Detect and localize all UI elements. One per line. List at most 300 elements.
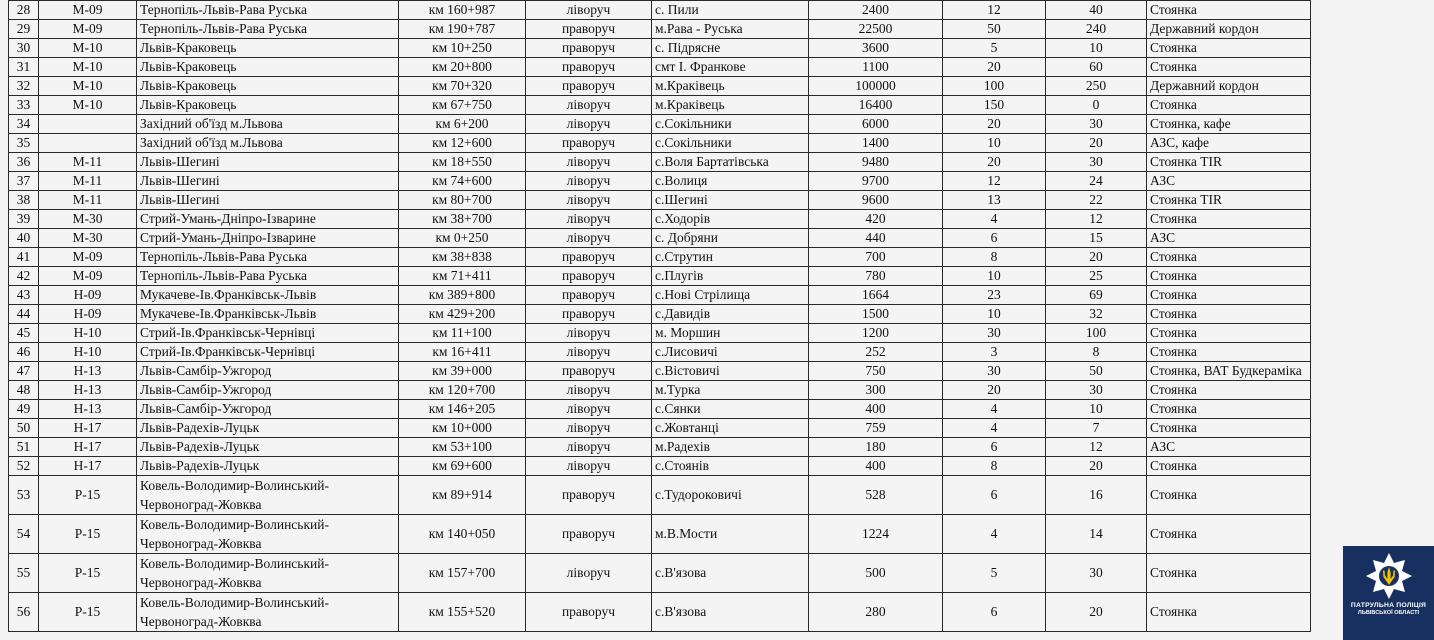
km-marker-cell: км 39+000 [399,362,526,381]
km-marker-cell: км 38+838 [399,248,526,267]
traffic-count-cell: 420 [809,210,943,229]
row-number-cell: 48 [9,381,39,400]
row-number-cell: 37 [9,172,39,191]
parking-value-b-cell: 240 [1046,20,1147,39]
parking-locations-table [8,0,1311,632]
side-cell: ліворуч [526,229,652,248]
settlement-cell: с.Тудороковичі [652,476,809,515]
parking-value-a-cell: 20 [943,58,1046,77]
road-name-cell: Львів-Самбір-Ужгород [137,362,399,381]
table-row [9,438,1311,457]
parking-value-b-cell: 30 [1046,115,1147,134]
side-cell: ліворуч [526,554,652,593]
settlement-cell: с. Пили [652,1,809,20]
km-marker-cell: км 389+800 [399,286,526,305]
notes-cell: Стоянка [1147,381,1311,400]
table-row [9,593,1311,632]
table-row [9,77,1311,96]
road-code-cell: М-10 [39,96,137,115]
parking-value-b-cell: 20 [1046,248,1147,267]
side-cell: праворуч [526,248,652,267]
parking-value-b-cell: 30 [1046,153,1147,172]
table-row [9,286,1311,305]
parking-value-a-cell: 3 [943,343,1046,362]
parking-value-a-cell: 8 [943,248,1046,267]
row-number-cell: 33 [9,96,39,115]
traffic-count-cell: 700 [809,248,943,267]
settlement-cell: м.Рава - Руська [652,20,809,39]
traffic-count-cell: 9480 [809,153,943,172]
settlement-cell: с.Волиця [652,172,809,191]
road-name-cell: Західний об'їзд м.Львова [137,115,399,134]
settlement-cell: с.Лисовичі [652,343,809,362]
notes-cell: Стоянка, ВАТ Будкераміка [1147,362,1311,381]
parking-value-b-cell: 8 [1046,343,1147,362]
settlement-cell: с.Жовтанці [652,419,809,438]
road-name-cell: Львів-Радехів-Луцьк [137,457,399,476]
road-code-cell: Н-09 [39,286,137,305]
road-code-cell: Н-17 [39,457,137,476]
parking-value-a-cell: 23 [943,286,1046,305]
road-code-cell: Н-13 [39,362,137,381]
notes-cell: Стоянка TIR [1147,153,1311,172]
notes-cell: Стоянка [1147,324,1311,343]
road-name-cell: Ковель-Володимир-Волинський-Червоноград-Жовква [137,515,399,554]
road-code-cell [39,134,137,153]
road-code-cell: Н-10 [39,324,137,343]
traffic-count-cell: 2400 [809,1,943,20]
settlement-cell: м. Моршин [652,324,809,343]
traffic-count-cell: 16400 [809,96,943,115]
traffic-count-cell: 500 [809,554,943,593]
road-code-cell: М-09 [39,267,137,286]
km-marker-cell: км 20+800 [399,58,526,77]
side-cell: ліворуч [526,210,652,229]
traffic-count-cell: 3600 [809,39,943,58]
side-cell: праворуч [526,20,652,39]
table-row [9,324,1311,343]
notes-cell: Стоянка [1147,39,1311,58]
road-name-cell: Мукачеве-Ів.Франківськ-Львів [137,286,399,305]
km-marker-cell: км 53+100 [399,438,526,457]
notes-cell: Стоянка TIR [1147,191,1311,210]
row-number-cell: 30 [9,39,39,58]
parking-value-a-cell: 20 [943,381,1046,400]
road-code-cell: М-30 [39,229,137,248]
parking-value-a-cell: 100 [943,77,1046,96]
logo-title: ПАТРУЛЬНА ПОЛІЦІЯ [1350,602,1427,609]
notes-cell: Стоянка [1147,96,1311,115]
table-row [9,153,1311,172]
table-row [9,457,1311,476]
logo-subtitle: ЛЬВІВСЬКОЇ ОБЛАСТІ [1357,610,1420,616]
parking-value-a-cell: 6 [943,438,1046,457]
traffic-count-cell: 440 [809,229,943,248]
side-cell: праворуч [526,362,652,381]
parking-value-b-cell: 100 [1046,324,1147,343]
settlement-cell: с.Сокільники [652,134,809,153]
parking-value-a-cell: 50 [943,20,1046,39]
traffic-count-cell: 400 [809,457,943,476]
side-cell: ліворуч [526,191,652,210]
km-marker-cell: км 140+050 [399,515,526,554]
row-number-cell: 47 [9,362,39,381]
side-cell: ліворуч [526,153,652,172]
road-name-cell: Мукачеве-Ів.Франківськ-Львів [137,305,399,324]
road-code-cell: Н-09 [39,305,137,324]
side-cell: ліворуч [526,457,652,476]
road-name-cell: Ковель-Володимир-Волинський-Червоноград-Жовква [137,593,399,632]
row-number-cell: 43 [9,286,39,305]
settlement-cell: с.Нові Стрілища [652,286,809,305]
parking-value-b-cell: 10 [1046,400,1147,419]
km-marker-cell: км 89+914 [399,476,526,515]
traffic-count-cell: 780 [809,267,943,286]
km-marker-cell: км 69+600 [399,457,526,476]
km-marker-cell: км 6+200 [399,115,526,134]
road-name-cell: Тернопіль-Львів-Рава Руська [137,267,399,286]
parking-value-a-cell: 5 [943,554,1046,593]
parking-value-b-cell: 60 [1046,58,1147,77]
settlement-cell: смт І. Франкове [652,58,809,77]
notes-cell: Стоянка [1147,305,1311,324]
notes-cell: Стоянка [1147,58,1311,77]
road-code-cell: М-30 [39,210,137,229]
table-row [9,362,1311,381]
notes-cell: Стоянка [1147,267,1311,286]
parking-value-a-cell: 8 [943,457,1046,476]
km-marker-cell: км 429+200 [399,305,526,324]
notes-cell: Державний кордон [1147,77,1311,96]
row-number-cell: 52 [9,457,39,476]
side-cell: ліворуч [526,438,652,457]
notes-cell: Стоянка [1147,593,1311,632]
road-code-cell: М-11 [39,191,137,210]
km-marker-cell: км 18+550 [399,153,526,172]
road-code-cell [39,115,137,134]
settlement-cell: м.В.Мости [652,515,809,554]
traffic-count-cell: 1224 [809,515,943,554]
km-marker-cell: км 16+411 [399,343,526,362]
table-row [9,210,1311,229]
road-name-cell: Львів-Шегині [137,191,399,210]
traffic-count-cell: 1200 [809,324,943,343]
notes-cell: Стоянка [1147,419,1311,438]
settlement-cell: с.Шегині [652,191,809,210]
settlement-cell: с.Сокільники [652,115,809,134]
parking-value-a-cell: 12 [943,1,1046,20]
settlement-cell: с.В'язова [652,554,809,593]
parking-value-b-cell: 30 [1046,381,1147,400]
notes-cell: Стоянка, кафе [1147,115,1311,134]
table-row [9,554,1311,593]
settlement-cell: с.Вістовичі [652,362,809,381]
table-row [9,172,1311,191]
notes-cell: Стоянка [1147,457,1311,476]
road-code-cell: Р-15 [39,476,137,515]
km-marker-cell: км 71+411 [399,267,526,286]
notes-cell: Стоянка [1147,343,1311,362]
notes-cell: АЗС [1147,438,1311,457]
row-number-cell: 40 [9,229,39,248]
road-name-cell: Львів-Радехів-Луцьк [137,419,399,438]
table-row [9,191,1311,210]
road-name-cell: Західний об'їзд м.Львова [137,134,399,153]
side-cell: праворуч [526,58,652,77]
parking-value-b-cell: 12 [1046,210,1147,229]
parking-value-a-cell: 4 [943,515,1046,554]
notes-cell: Стоянка [1147,210,1311,229]
parking-value-a-cell: 10 [943,134,1046,153]
km-marker-cell: км 160+987 [399,1,526,20]
road-name-cell: Стрий-Ів.Франківськ-Чернівці [137,324,399,343]
row-number-cell: 54 [9,515,39,554]
side-cell: праворуч [526,476,652,515]
side-cell: праворуч [526,134,652,153]
road-name-cell: Львів-Самбір-Ужгород [137,400,399,419]
parking-value-b-cell: 20 [1046,134,1147,153]
parking-value-b-cell: 12 [1046,438,1147,457]
notes-cell: Стоянка [1147,1,1311,20]
road-code-cell: Р-15 [39,554,137,593]
side-cell: праворуч [526,77,652,96]
road-name-cell: Львів-Самбір-Ужгород [137,381,399,400]
km-marker-cell: км 12+600 [399,134,526,153]
row-number-cell: 35 [9,134,39,153]
road-name-cell: Тернопіль-Львів-Рава Руська [137,248,399,267]
road-name-cell: Львів-Шегині [137,172,399,191]
traffic-count-cell: 6000 [809,115,943,134]
row-number-cell: 34 [9,115,39,134]
settlement-cell: с.Стоянів [652,457,809,476]
settlement-cell: м.Радехів [652,438,809,457]
table-row [9,267,1311,286]
road-code-cell: М-10 [39,77,137,96]
road-code-cell: Н-13 [39,381,137,400]
settlement-cell: с. Підрясне [652,39,809,58]
parking-value-b-cell: 50 [1046,362,1147,381]
km-marker-cell: км 190+787 [399,20,526,39]
km-marker-cell: км 70+320 [399,77,526,96]
notes-cell: Стоянка [1147,248,1311,267]
row-number-cell: 36 [9,153,39,172]
parking-value-a-cell: 6 [943,593,1046,632]
settlement-cell: м.Краківець [652,77,809,96]
traffic-count-cell: 300 [809,381,943,400]
traffic-count-cell: 100000 [809,77,943,96]
road-name-cell: Стрий-Умань-Дніпро-Ізварине [137,229,399,248]
table-row [9,134,1311,153]
settlement-cell: с.Сянки [652,400,809,419]
table-row [9,58,1311,77]
km-marker-cell: км 74+600 [399,172,526,191]
row-number-cell: 29 [9,20,39,39]
traffic-count-cell: 528 [809,476,943,515]
table-body [9,1,1311,632]
side-cell: ліворуч [526,400,652,419]
row-number-cell: 38 [9,191,39,210]
parking-value-b-cell: 16 [1046,476,1147,515]
notes-cell: Стоянка [1147,476,1311,515]
parking-value-a-cell: 20 [943,115,1046,134]
settlement-cell: с.В'язова [652,593,809,632]
parking-value-a-cell: 20 [943,153,1046,172]
settlement-cell: с. Добряни [652,229,809,248]
side-cell: праворуч [526,267,652,286]
traffic-count-cell: 1400 [809,134,943,153]
traffic-count-cell: 180 [809,438,943,457]
traffic-count-cell: 1100 [809,58,943,77]
police-star-trident-icon [1365,552,1413,600]
row-number-cell: 31 [9,58,39,77]
settlement-cell: м.Турка [652,381,809,400]
notes-cell: АЗС [1147,229,1311,248]
row-number-cell: 39 [9,210,39,229]
road-code-cell: Н-17 [39,438,137,457]
road-name-cell: Львів-Краковець [137,39,399,58]
traffic-count-cell: 252 [809,343,943,362]
road-code-cell: Р-15 [39,515,137,554]
road-name-cell: Львів-Краковець [137,96,399,115]
side-cell: ліворуч [526,172,652,191]
notes-cell: Стоянка [1147,286,1311,305]
parking-value-b-cell: 7 [1046,419,1147,438]
road-code-cell: М-09 [39,1,137,20]
notes-cell: Державний кордон [1147,20,1311,39]
road-name-cell: Ковель-Володимир-Волинський-Червоноград-Жовква [137,476,399,515]
table-row [9,1,1311,20]
traffic-count-cell: 400 [809,400,943,419]
row-number-cell: 51 [9,438,39,457]
parking-value-a-cell: 12 [943,172,1046,191]
side-cell: праворуч [526,286,652,305]
table-row [9,39,1311,58]
side-cell: ліворуч [526,381,652,400]
parking-value-a-cell: 30 [943,324,1046,343]
row-number-cell: 49 [9,400,39,419]
side-cell: праворуч [526,305,652,324]
parking-value-a-cell: 4 [943,210,1046,229]
parking-value-a-cell: 10 [943,305,1046,324]
km-marker-cell: км 146+205 [399,400,526,419]
table-row [9,381,1311,400]
traffic-count-cell: 22500 [809,20,943,39]
parking-value-b-cell: 15 [1046,229,1147,248]
parking-value-a-cell: 13 [943,191,1046,210]
parking-value-b-cell: 40 [1046,1,1147,20]
road-code-cell: Н-13 [39,400,137,419]
km-marker-cell: км 38+700 [399,210,526,229]
side-cell: ліворуч [526,1,652,20]
traffic-count-cell: 9700 [809,172,943,191]
row-number-cell: 56 [9,593,39,632]
side-cell: ліворуч [526,96,652,115]
parking-value-a-cell: 30 [943,362,1046,381]
road-name-cell: Стрий-Умань-Дніпро-Ізварине [137,210,399,229]
table-row [9,400,1311,419]
road-code-cell: Н-17 [39,419,137,438]
parking-value-a-cell: 6 [943,229,1046,248]
traffic-count-cell: 9600 [809,191,943,210]
road-code-cell: М-09 [39,248,137,267]
table-row [9,20,1311,39]
km-marker-cell: км 0+250 [399,229,526,248]
row-number-cell: 55 [9,554,39,593]
parking-value-b-cell: 24 [1046,172,1147,191]
km-marker-cell: км 11+100 [399,324,526,343]
road-code-cell: М-10 [39,39,137,58]
notes-cell: Стоянка [1147,515,1311,554]
traffic-count-cell: 750 [809,362,943,381]
table-row [9,419,1311,438]
road-name-cell: Стрий-Ів.Франківськ-Чернівці [137,343,399,362]
km-marker-cell: км 67+750 [399,96,526,115]
km-marker-cell: км 155+520 [399,593,526,632]
row-number-cell: 42 [9,267,39,286]
parking-value-a-cell: 10 [943,267,1046,286]
side-cell: ліворуч [526,324,652,343]
row-number-cell: 46 [9,343,39,362]
parking-value-b-cell: 14 [1046,515,1147,554]
row-number-cell: 32 [9,77,39,96]
side-cell: праворуч [526,39,652,58]
side-cell: праворуч [526,593,652,632]
road-code-cell: М-11 [39,153,137,172]
road-code-cell: М-10 [39,58,137,77]
parking-value-a-cell: 5 [943,39,1046,58]
road-name-cell: Львів-Радехів-Луцьк [137,438,399,457]
parking-value-b-cell: 10 [1046,39,1147,58]
km-marker-cell: км 80+700 [399,191,526,210]
parking-value-b-cell: 22 [1046,191,1147,210]
notes-cell: Стоянка [1147,554,1311,593]
row-number-cell: 45 [9,324,39,343]
settlement-cell: с.Воля Бартатівська [652,153,809,172]
road-name-cell: Тернопіль-Львів-Рава Руська [137,1,399,20]
table-row [9,305,1311,324]
km-marker-cell: км 10+000 [399,419,526,438]
row-number-cell: 41 [9,248,39,267]
road-code-cell: М-09 [39,20,137,39]
parking-value-a-cell: 6 [943,476,1046,515]
table-row [9,343,1311,362]
traffic-count-cell: 280 [809,593,943,632]
table-row [9,115,1311,134]
settlement-cell: с.Плугів [652,267,809,286]
road-code-cell: Н-10 [39,343,137,362]
row-number-cell: 44 [9,305,39,324]
notes-cell: АЗС [1147,172,1311,191]
patrol-police-logo [1343,546,1434,640]
settlement-cell: м.Краківець [652,96,809,115]
parking-value-a-cell: 4 [943,400,1046,419]
settlement-cell: с.Давидів [652,305,809,324]
km-marker-cell: км 120+700 [399,381,526,400]
parking-value-b-cell: 30 [1046,554,1147,593]
road-name-cell: Львів-Краковець [137,77,399,96]
row-number-cell: 50 [9,419,39,438]
parking-value-b-cell: 20 [1046,593,1147,632]
parking-value-b-cell: 20 [1046,457,1147,476]
notes-cell: АЗС, кафе [1147,134,1311,153]
side-cell: праворуч [526,515,652,554]
row-number-cell: 28 [9,1,39,20]
table-row [9,248,1311,267]
settlement-cell: с.Ходорів [652,210,809,229]
parking-value-b-cell: 69 [1046,286,1147,305]
road-name-cell: Львів-Краковець [137,58,399,77]
table-row [9,476,1311,515]
